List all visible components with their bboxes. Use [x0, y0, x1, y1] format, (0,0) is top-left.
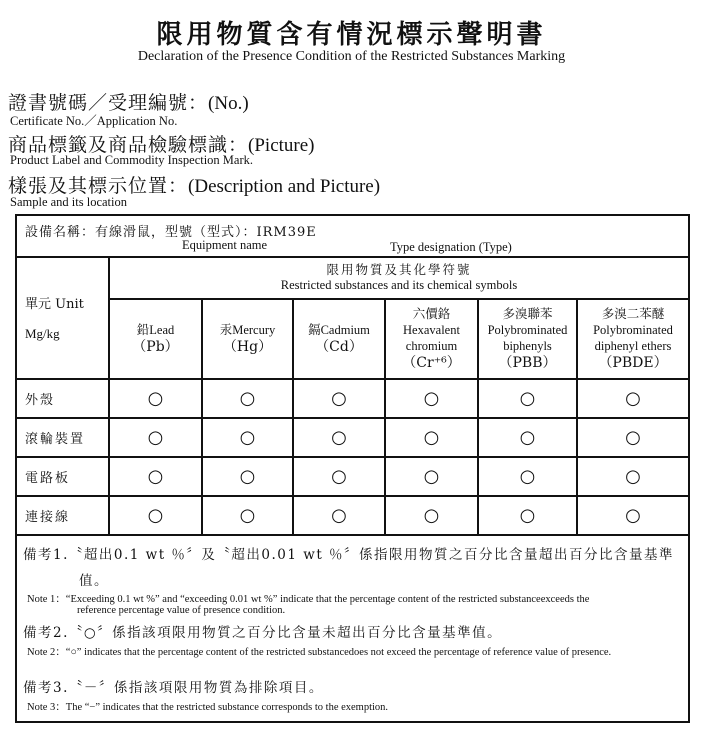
substance-header-5 — [577, 299, 689, 379]
note2-en: Note 2：“○” indicates that the percentage content of the restricted substancedoes not exceed the percentage of reference value of presence. — [27, 647, 612, 658]
presence-mark: ○ — [202, 457, 293, 496]
presence-mark: ○ — [202, 496, 293, 535]
presence-mark: ○ — [478, 496, 577, 535]
row-label: 電路板 — [16, 457, 109, 496]
presence-mark: ○ — [293, 496, 385, 535]
presence-mark: ○ — [202, 418, 293, 457]
substance-symbol: （Cr⁺⁶） — [402, 355, 461, 372]
substance-symbol: （Cd） — [315, 339, 363, 356]
presence-mark: ○ — [293, 379, 385, 418]
substance-header-1 — [202, 299, 293, 379]
table-row — [16, 379, 689, 418]
substance-symbol: （Pb） — [132, 339, 179, 356]
type-designation-caption: Type designation (Type) — [390, 240, 512, 254]
substance-header-4 — [478, 299, 577, 379]
presence-mark: ○ — [385, 457, 478, 496]
presence-mark: ○ — [385, 496, 478, 535]
document-title: 限用物質含有情況標示聲明書 — [156, 20, 547, 50]
substance-en: Cadmium — [320, 322, 370, 337]
substance-header-2 — [293, 299, 385, 379]
presence-mark: ○ — [577, 418, 689, 457]
presence-mark: ○ — [577, 379, 689, 418]
substance-zh: 多溴二苯醚 — [601, 305, 665, 321]
presence-mark: ○ — [109, 496, 202, 535]
product-label-label-en: (Picture) — [248, 135, 315, 156]
presence-mark: ○ — [202, 379, 293, 418]
substance-symbol: （Hg） — [222, 339, 273, 356]
substance-zh: 六價鉻 — [412, 305, 451, 321]
restricted-header-zh: 限用物質及其化學符號 — [326, 262, 472, 278]
presence-mark: ○ — [577, 496, 689, 535]
sample-location-label-en: (Description and Picture) — [188, 176, 381, 197]
unit-label: 單元 Unit — [25, 297, 84, 312]
substance-zh: 多溴聯苯 — [502, 305, 553, 321]
restricted-substances-header — [109, 257, 689, 299]
sample-location-label-zh: 樣張及其標示位置： — [8, 175, 189, 197]
substance-header-0 — [109, 299, 202, 379]
product-label-label-zh: 商品標籤及商品檢驗標識： — [8, 134, 249, 156]
row-label: 連接線 — [16, 496, 109, 535]
equipment-name-model: 設備名稱：有線滑鼠，型號（型式）：IRM39E — [25, 225, 317, 240]
note1-en-line2: reference percentage value of presence condition. — [77, 605, 286, 616]
product-label-caption: Product Label and Commodity Inspection Mark. — [10, 153, 254, 167]
presence-mark: ○ — [293, 418, 385, 457]
document-subtitle: Declaration of the Presence Condition of the Restricted Substances Marking — [137, 49, 566, 64]
note3-zh: 備考3.〝－〞係指該項限用物質為排除項目。 — [23, 680, 324, 696]
restricted-substances-table — [15, 214, 690, 723]
substance-symbol: （PBB） — [498, 355, 557, 372]
substance-en: Mercury — [232, 322, 276, 337]
table-row — [16, 418, 689, 457]
row-label: 滾輪裝置 — [16, 418, 109, 457]
presence-mark: ○ — [577, 457, 689, 496]
presence-mark: ○ — [385, 418, 478, 457]
equipment-cell — [16, 215, 689, 257]
substance-en: Lead — [149, 322, 175, 337]
notes-cell — [16, 535, 689, 722]
row-label: 外殼 — [16, 379, 109, 418]
certificate-no-label-en: (No.) — [208, 93, 249, 114]
presence-mark: ○ — [109, 418, 202, 457]
note1-zh-line2: 值。 — [79, 573, 109, 589]
substance-en-line2: chromium — [405, 339, 458, 354]
substance-en: Polybrominated — [593, 322, 673, 337]
substance-symbol: （PBDE） — [598, 355, 668, 372]
note1-en-line1: Note 1：“Exceeding 0.1 wt %” and “exceeding 0.01 wt %” indicate that the percentage content of the restricted substanceexceeds the — [27, 594, 590, 605]
sample-location-caption: Sample and its location — [10, 195, 127, 209]
certificate-no-caption: Certificate No.／Application No. — [10, 114, 178, 128]
substance-en-line2: biphenyls — [503, 339, 552, 354]
substance-zh: 鎘 — [308, 321, 321, 337]
presence-mark: ○ — [109, 457, 202, 496]
unit-cell — [16, 257, 109, 379]
table-row — [16, 457, 689, 496]
certificate-no-label-zh: 證書號碼／受理編號： — [8, 92, 209, 114]
presence-mark: ○ — [293, 457, 385, 496]
table-row — [16, 496, 689, 535]
substance-zh: 汞 — [219, 321, 233, 337]
note3-en: Note 3：The “−” indicates that the restricted substance corresponds to the exemption. — [27, 702, 389, 713]
presence-mark: ○ — [385, 379, 478, 418]
substance-en: Polybrominated — [487, 322, 568, 337]
presence-mark: ○ — [478, 379, 577, 418]
sample-location-field — [8, 171, 380, 198]
substance-en-line2: diphenyl ethers — [594, 339, 672, 354]
substance-header-3 — [385, 299, 478, 379]
presence-mark: ○ — [478, 418, 577, 457]
unit-value: Mg/kg — [25, 326, 60, 341]
restricted-header-en: Restricted substances and its chemical symbols — [280, 278, 518, 292]
note2-zh: 備考2.〝○〞係指該項限用物質之百分比含量未超出百分比含量基準值。 — [23, 625, 503, 641]
equipment-name-caption: Equipment name — [182, 238, 268, 252]
substance-zh: 鉛 — [136, 321, 150, 337]
substance-en: Hexavalent — [403, 322, 460, 337]
presence-mark: ○ — [478, 457, 577, 496]
presence-mark: ○ — [109, 379, 202, 418]
note1-zh-line1: 備考1.〝超出0.1 wt ％〞及〝超出0.01 wt ％〞係指限用物質之百分比含量超出百分比含量基準 — [23, 547, 675, 563]
